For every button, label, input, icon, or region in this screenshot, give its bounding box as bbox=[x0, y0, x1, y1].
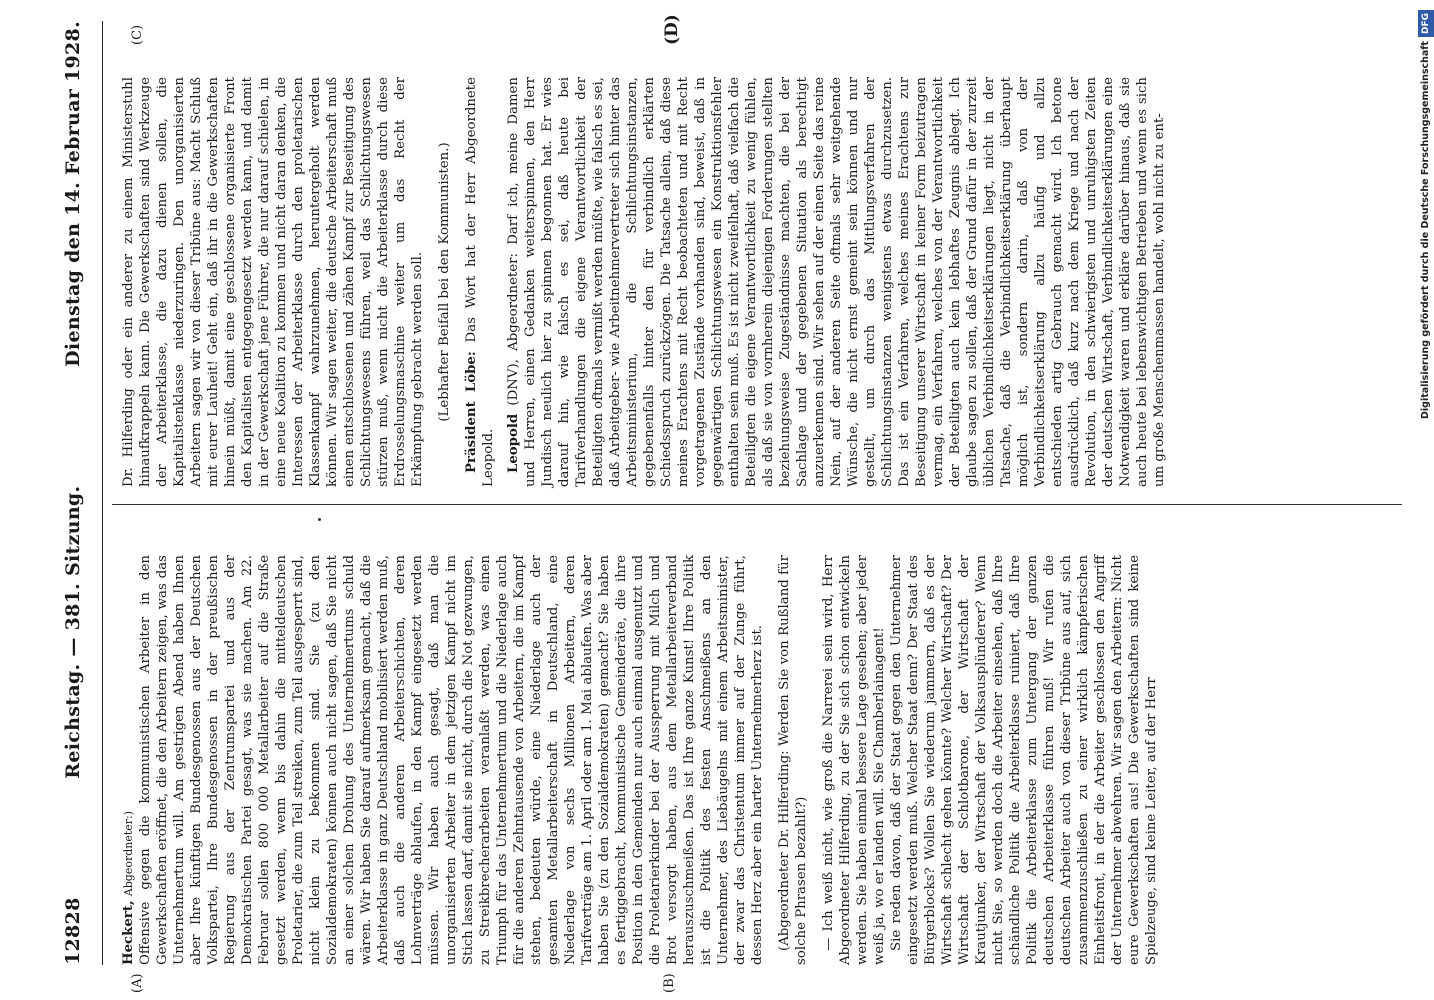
speaker2-text: (DNV), Abgeordneter: Darf ich, meine Damen und Herren, einen Gedanken weiterspinnen, den Herr Jundisch neulich hier zu spinnen begonnen hat. Er wies darauf hin, wie falsch es sei, daß heute bei Tarifverhandlungen die eigene Verantwortlichkeit der Beteiligten oftmals vermißt werden müßte, wie falsch es sei, daß Arbeitgeber- wie Arbeitnehmervertreter sich hinter das Arbeitsministerium, die Schlichtungsinstanzen, gegebenenfalls hinter den für verbindlich erklärten Schiedsspruch zurückzögen. Die Tatsache allein, daß diese meines Erachtens mit Recht beobachteten und mit Recht vorgetragenen Zustände vorhanden sind, beweist, daß in gegenwärtigen Schlichtungswesen ein Konstruktionsfehler enthalten sein muß. Es ist nicht zweifelhaft, daß vielfach die Beteiligten die eigene Verantwortlichkeit zu wenig fühlen, als daß sie von vornherein diejenigen Forderungen stellten beziehungsweise Zugeständnisse machten, die bei der Sachlage und der gegebenen Situation als berechtigt anzuerkennen sind. Wir sehen auf der einen Seite das reine Nein, auf der anderen Seite oftmals sehr weitgehende Wünsche, die nicht ernst gemeint sein können und nur gestellt, um durch das Mittlungsverfahren der Schlichtungsinstanzen wenigstens etwas durchzusetzen. Das ist ein Verfahren, welches meines Erachtens zur Beseitigung unserer Wirtschaft in keiner Form beizutragen vermag, ein Verfahren, welches von der Verantwortlichkeit der Beteiligten auch kein lebhaftes Zeugnis ablegt. Ich glaube sagen zu sollen, daß der Grund dafür in der zurzeit üblichen Verbindlichkeitserklärungen liegt, nicht in der Tatsache, daß die Verbindlichkeitserklärung überhaupt möglich ist, sondern darin, daß von der Verbindlichkeitserklärung allzu häufig und allzu entschieden artig Gebrauch gemacht wird. Ich betone ausdrücklich, daß kurz nach dem Kriege und nach der Revolution, in den schwierigsten und unruhigsten Zeiten der deutschen Wirtschaft, Verbindlichkeitserklärungen eine Notwendigkeit waren und erkläre darüber hinaus, daß sie auch heute bei lebenswichtigen Betrieben und wenn es sich um große Menschenmassen handelt, wohl nicht zu ent- bbox=[506, 77, 1167, 487]
left-column bbox=[120, 555, 1160, 965]
speaker-line bbox=[120, 555, 137, 965]
speaker2-paragraph bbox=[505, 77, 1168, 487]
page-number: 12828 bbox=[62, 897, 84, 965]
interjection: (Abgeordneter Dr. Hilferding: Werden Sie von Rußland für solche Phrasen bezahlt?) bbox=[777, 555, 809, 965]
speech-paragraph: Sie reden davon, daß der Staat gegen den Unternehmer eingesetzt werden muß. Welcher Staat denn? Der Staat des Bürgerblocks? Wollen Sie wiederum jammern, daß es der Wirtschaft schlecht gehen könnte? Welcher Wirtschaft? Der Wirtschaft der Schlotbarone, der Wirtschaft der Krautjunker, der Wirtschaft der Volksausplünderer? Wenn nicht Sie, so werden doch die Arbeiter einsehen, daß Ihre schändliche Politik die Arbeiterklasse ruiniert, daß Ihre Politik die Arbeiterklasse zum Untergang der ganzen deutschen Arbeiterklasse führen muß! Wir rufen die deutschen Arbeiter auch von dieser Tribüne aus auf, sich zusammenzuschließen zu einer wirklich kämpferischen Einheitsfront, in der die Arbeiter geschlossen den Angriff der Unternehmer abwehren. Wir sagen den Arbeitern: Nicht eure Gewerkschaften aus! Die Gewerkschaften sind keine Spielzeuge, sind keine Leiter, auf der Herr bbox=[889, 555, 1159, 965]
column-divider bbox=[112, 504, 1402, 505]
credit-text: Digitalisierung gefördert durch die Deutsche Forschungsgemeinschaft bbox=[1420, 41, 1431, 419]
right-column bbox=[120, 77, 1168, 487]
speech-paragraph: — Ich weiß nicht, wie groß die Narrerei sein wird, Herr Abgeordneter Hilferding, zu der Sie sich schon entwickeln werden. Sie haben einmal bessere Lage gesehen; aber jeder weiß ja, wo er landen will. Sie Chamberlainagent! bbox=[821, 555, 887, 965]
digitization-credit bbox=[1418, 0, 1434, 1000]
page-header bbox=[62, 21, 103, 965]
session-date: Dienstag den 14. Februar 1928. bbox=[62, 21, 84, 367]
president-text: Das Wort hat der Herr Abgeordnete Leopold. bbox=[464, 77, 496, 487]
margin-mark-c: (C) bbox=[130, 24, 145, 45]
president-line bbox=[463, 77, 497, 487]
speech-paragraph: Dr. Hilferding oder ein anderer zu einem Ministerstuhl hinaufkrappeln kann. Die Gewerkschaften sind Werkzeuge der Arbeiterklasse, die dazu dienen sollen, die Kapitalistenklasse niederzuringen. Den unorganisierten Arbeitern sagen wir von dieser Tribüne aus: Macht Schluß mit eurer Lauheit! Geht ein, daß ihr in die Gewerkschaften hinein müßt, damit eine geschlossene organisierte Front den Kapitalisten entgegengesetzt werden kann, und damit in der Gewerkschaft jene Führer, die nur darauf schielen, in eine neue Koalition zu kommen und nicht daran denken, die Interessen der Arbeiterklasse durch den proletarischen Klassenkampf wahrzunehmen, heruntergeholt werden können. Wir sagen weiter, die deutsche Arbeiterschaft muß einen entschlossenen und zähen Kampf zur Beseitigung des Schlichtungswesens führen, weil das Schlichtungswesen stürzen muß, wenn nicht die Arbeiterklasse durch diese Erdrosselungsmaschine weiter um das Recht der Erkämpfung gebracht werden soll. bbox=[121, 77, 425, 487]
speech-paragraph: Offensive gegen die kommunistischen Arbeiter in den Gewerkschaften eröffnet, die den Arbeitern zeigen, was das Unternehmertum will. Am gestrigen Abend haben Ihnen aber Ihre künftigen Bundesgenossen aus der Deutschen Volkspartei, Ihre Bundesgenossen in der preußischen Regierung aus der Zentrumspartei und aus der Demokratischen Partei gesagt, was sie machen. Am 22. Februar sollen 800 000 Metallarbeiter auf die Straße gesetzt werden, wenn bis dahin die mitteldeutschen Proletarier, die zum Teil streiken, zum Teil ausgesperrt sind, nicht klein zu bekommen sind. Sie (zu den Sozialdemokraten) können auch nicht sagen, daß Sie nicht an einer solchen Drohung des Unternehmertums schuld wären. Wir haben Sie darauf aufmerksam gemacht, daß die Arbeiterklasse in ganz Deutschland mobilisiert werden muß, daß auch die anderen Arbeiterschichten, deren Lohnverträge ablaufen, in den Kampf eingesetzt werden müssen. Wir haben auch gesagt, daß man die unorganisierten Arbeiter in dem jetzigen Kampf nicht im Stich lassen darf, damit sie nicht, durch die Not gezwungen, zu Streikbrecherarbeiten veranlaßt werden, was einen Triumph für das Unternehmertum und die Niederlage auch für die anderen Zehntausende von Arbeitern, die im Kampf stehen, bedeuten würde, eine Niederlage auch der gesamten Metallarbeiterschaft in Deutschland, eine Niederlage von sechs Millionen Arbeitern, deren Tarifverträge am 1. April oder am 1. Mai ablaufen. Was aber haben Sie (zu den Sozialdemokraten) gemacht? Sie haben es fertiggebracht, kommunistische Gemeinderäte, die ihre Position in den Gemeinden nur auch einmal ausgenutzt und die Proletarierkinder bei der Aussperrung mit Milch und Brot versorgt haben, aus dem Metallarbeiterverband herauszuschmeißen. Das ist Ihre ganze Kunst! Ihre Politik ist die Politik des festen Anschmeißens an den Unternehmer, des Liebäugelns mit einem Arbeitsminister, der zwar das Christentum immer auf der Zunge führt, dessen Herz aber ein harter Unternehmerherz ist. bbox=[138, 555, 765, 965]
margin-mark-a: (A) bbox=[130, 973, 145, 993]
scan-speck bbox=[318, 518, 321, 521]
digitization-sidebar bbox=[1418, 0, 1434, 1000]
president-name: Präsident Löbe: bbox=[464, 351, 479, 473]
margin-mark-b: (B) bbox=[662, 973, 677, 993]
session-title: Reichstag. — 381. Sitzung. bbox=[62, 485, 84, 779]
dfg-logo: DFG bbox=[1418, 10, 1434, 37]
rotated-page bbox=[62, 14, 1412, 993]
speaker2-name: Leopold bbox=[506, 413, 521, 473]
margin-mark-d: (D) bbox=[662, 14, 682, 45]
speaker-name: Heckert, bbox=[121, 900, 136, 965]
applause-note: (Lebhafter Beifall bei den Kommunisten.) bbox=[437, 142, 452, 422]
speaker-role: Abgeordneter:) bbox=[122, 810, 135, 897]
